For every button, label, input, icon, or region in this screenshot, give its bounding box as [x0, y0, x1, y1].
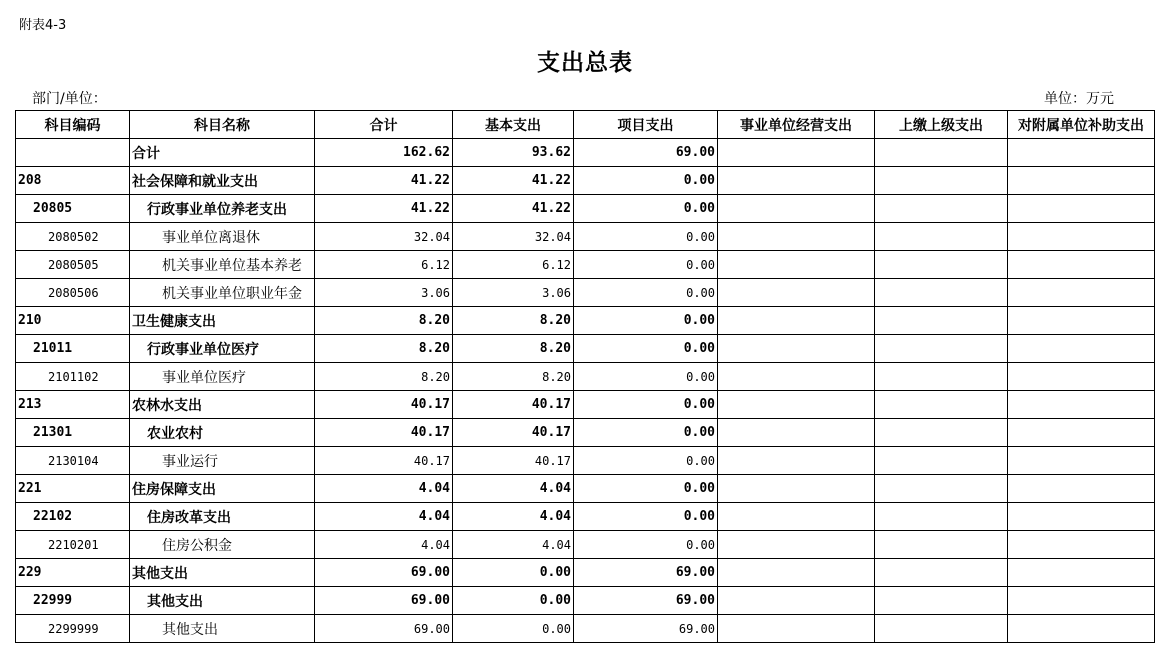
column-header-upper: 上缴上级支出 — [875, 111, 1008, 139]
table-row — [16, 335, 1155, 363]
table-cell-upper — [875, 503, 1008, 531]
table-cell-name: 卫生健康支出 — [130, 307, 315, 335]
table-cell-project: 69.00 — [574, 559, 718, 587]
column-header-name: 科目名称 — [130, 111, 315, 139]
table-cell-basic: 40.17 — [453, 447, 574, 475]
table-cell-business — [718, 363, 875, 391]
table-cell-subsidy — [1008, 195, 1155, 223]
table-row — [16, 391, 1155, 419]
table-cell-upper — [875, 167, 1008, 195]
table-row — [16, 419, 1155, 447]
table-cell-total: 69.00 — [315, 559, 453, 587]
table-cell-code: 21301 — [16, 419, 130, 447]
table-cell-project: 0.00 — [574, 531, 718, 559]
table-cell-code: 2101102 — [16, 363, 130, 391]
column-header-business: 事业单位经营支出 — [718, 111, 875, 139]
table-cell-total: 6.12 — [315, 251, 453, 279]
table-cell-name: 社会保障和就业支出 — [130, 167, 315, 195]
table-cell-basic: 40.17 — [453, 419, 574, 447]
table-cell-basic: 8.20 — [453, 363, 574, 391]
table-cell-basic: 8.20 — [453, 335, 574, 363]
table-cell-subsidy — [1008, 587, 1155, 615]
table-cell-business — [718, 279, 875, 307]
table-cell-name: 机关事业单位基本养老 — [130, 251, 315, 279]
column-header-code: 科目编码 — [16, 111, 130, 139]
table-cell-code: 2299999 — [16, 615, 130, 643]
table-cell-code: 22999 — [16, 587, 130, 615]
page-title: 支出总表 — [537, 50, 633, 76]
table-cell-code: 21011 — [16, 335, 130, 363]
table-cell-subsidy — [1008, 503, 1155, 531]
table-cell-business — [718, 559, 875, 587]
column-header-basic: 基本支出 — [453, 111, 574, 139]
table-cell-total: 41.22 — [315, 195, 453, 223]
department-label: 部门/单位： — [32, 91, 107, 107]
table-cell-total: 162.62 — [315, 139, 453, 167]
table-cell-code: 208 — [16, 167, 130, 195]
table-cell-name: 住房公积金 — [130, 531, 315, 559]
table-cell-upper — [875, 447, 1008, 475]
table-cell-project: 0.00 — [574, 503, 718, 531]
table-cell-project: 0.00 — [574, 475, 718, 503]
table-cell-code: 229 — [16, 559, 130, 587]
table-cell-subsidy — [1008, 335, 1155, 363]
table-cell-code: 2210201 — [16, 531, 130, 559]
table-cell-subsidy — [1008, 615, 1155, 643]
table-cell-subsidy — [1008, 391, 1155, 419]
table-cell-business — [718, 223, 875, 251]
table-row — [16, 167, 1155, 195]
table-cell-upper — [875, 419, 1008, 447]
table-cell-subsidy — [1008, 559, 1155, 587]
table-cell-subsidy — [1008, 307, 1155, 335]
table-cell-name: 农业农村 — [130, 419, 315, 447]
table-cell-total: 32.04 — [315, 223, 453, 251]
table-cell-project: 0.00 — [574, 447, 718, 475]
table-cell-business — [718, 419, 875, 447]
table-cell-business — [718, 195, 875, 223]
appendix-label: 附表4-3 — [19, 18, 67, 33]
table-cell-business — [718, 307, 875, 335]
table-cell-subsidy — [1008, 447, 1155, 475]
table-cell-total: 4.04 — [315, 531, 453, 559]
table-cell-code: 210 — [16, 307, 130, 335]
column-header-project: 项目支出 — [574, 111, 718, 139]
table-cell-name: 事业单位医疗 — [130, 363, 315, 391]
table-cell-name: 事业单位离退休 — [130, 223, 315, 251]
table-row — [16, 531, 1155, 559]
table-cell-code: 22102 — [16, 503, 130, 531]
table-cell-subsidy — [1008, 139, 1155, 167]
table-cell-code: 20805 — [16, 195, 130, 223]
table-cell-subsidy — [1008, 475, 1155, 503]
table-cell-subsidy — [1008, 279, 1155, 307]
table-cell-upper — [875, 139, 1008, 167]
table-cell-total: 40.17 — [315, 419, 453, 447]
table-cell-business — [718, 335, 875, 363]
column-header-total: 合计 — [315, 111, 453, 139]
table-cell-total: 8.20 — [315, 363, 453, 391]
table-cell-basic: 4.04 — [453, 475, 574, 503]
table-cell-total: 4.04 — [315, 503, 453, 531]
table-cell-code: 213 — [16, 391, 130, 419]
table-cell-basic: 4.04 — [453, 531, 574, 559]
table-cell-subsidy — [1008, 167, 1155, 195]
table-cell-upper — [875, 363, 1008, 391]
table-header-row — [16, 111, 1155, 139]
table-cell-total: 40.17 — [315, 391, 453, 419]
table-row — [16, 615, 1155, 643]
table-cell-project: 69.00 — [574, 139, 718, 167]
table-cell-upper — [875, 531, 1008, 559]
table-cell-project: 0.00 — [574, 223, 718, 251]
table-cell-upper — [875, 251, 1008, 279]
table-cell-name: 农林水支出 — [130, 391, 315, 419]
table-cell-name: 机关事业单位职业年金 — [130, 279, 315, 307]
table-cell-basic: 8.20 — [453, 307, 574, 335]
table-cell-name: 行政事业单位养老支出 — [130, 195, 315, 223]
table-cell-code: 221 — [16, 475, 130, 503]
table-cell-subsidy — [1008, 531, 1155, 559]
table-cell-business — [718, 251, 875, 279]
table-cell-project: 0.00 — [574, 363, 718, 391]
table-cell-project: 0.00 — [574, 195, 718, 223]
table-cell-code — [16, 139, 130, 167]
table-cell-upper — [875, 615, 1008, 643]
table-row — [16, 447, 1155, 475]
expenditure-table — [15, 110, 1155, 643]
table-row — [16, 559, 1155, 587]
table-cell-business — [718, 475, 875, 503]
table-cell-upper — [875, 279, 1008, 307]
table-cell-project: 0.00 — [574, 167, 718, 195]
table-cell-project: 0.00 — [574, 419, 718, 447]
table-cell-subsidy — [1008, 363, 1155, 391]
table-cell-total: 8.20 — [315, 307, 453, 335]
table-cell-name: 住房改革支出 — [130, 503, 315, 531]
table-cell-business — [718, 531, 875, 559]
table-row — [16, 363, 1155, 391]
table-cell-name: 事业运行 — [130, 447, 315, 475]
table-cell-business — [718, 139, 875, 167]
table-row — [16, 251, 1155, 279]
table-cell-basic: 93.62 — [453, 139, 574, 167]
table-cell-project: 69.00 — [574, 587, 718, 615]
table-cell-name: 行政事业单位医疗 — [130, 335, 315, 363]
table-cell-project: 0.00 — [574, 307, 718, 335]
table-cell-project: 0.00 — [574, 251, 718, 279]
column-header-subsidy: 对附属单位补助支出 — [1008, 111, 1155, 139]
table-cell-total: 40.17 — [315, 447, 453, 475]
table-row — [16, 139, 1155, 167]
table-cell-business — [718, 447, 875, 475]
table-row — [16, 307, 1155, 335]
table-cell-basic: 4.04 — [453, 503, 574, 531]
table-cell-total: 69.00 — [315, 615, 453, 643]
table-cell-project: 0.00 — [574, 279, 718, 307]
table-cell-basic: 0.00 — [453, 587, 574, 615]
table-cell-code: 2080506 — [16, 279, 130, 307]
table-cell-subsidy — [1008, 419, 1155, 447]
table-cell-subsidy — [1008, 223, 1155, 251]
table-cell-basic: 41.22 — [453, 195, 574, 223]
table-cell-business — [718, 587, 875, 615]
table-cell-project: 0.00 — [574, 391, 718, 419]
table-cell-total: 8.20 — [315, 335, 453, 363]
table-row — [16, 279, 1155, 307]
table-cell-upper — [875, 307, 1008, 335]
table-cell-basic: 40.17 — [453, 391, 574, 419]
table-cell-business — [718, 503, 875, 531]
table-cell-basic: 0.00 — [453, 559, 574, 587]
table-cell-business — [718, 615, 875, 643]
table-cell-name: 住房保障支出 — [130, 475, 315, 503]
table-cell-subsidy — [1008, 251, 1155, 279]
table-cell-project: 69.00 — [574, 615, 718, 643]
table-cell-basic: 41.22 — [453, 167, 574, 195]
table-cell-total: 41.22 — [315, 167, 453, 195]
table-cell-basic: 32.04 — [453, 223, 574, 251]
table-cell-business — [718, 391, 875, 419]
table-cell-code: 2080502 — [16, 223, 130, 251]
table-row — [16, 587, 1155, 615]
table-cell-name: 合计 — [130, 139, 315, 167]
table-cell-upper — [875, 223, 1008, 251]
table-cell-total: 3.06 — [315, 279, 453, 307]
table-cell-basic: 6.12 — [453, 251, 574, 279]
table-cell-name: 其他支出 — [130, 559, 315, 587]
table-cell-code: 2130104 — [16, 447, 130, 475]
table-cell-project: 0.00 — [574, 335, 718, 363]
table-cell-total: 69.00 — [315, 587, 453, 615]
table-cell-basic: 0.00 — [453, 615, 574, 643]
table-cell-total: 4.04 — [315, 475, 453, 503]
table-row — [16, 503, 1155, 531]
unit-label: 单位：万元 — [1044, 91, 1114, 107]
table-cell-upper — [875, 559, 1008, 587]
table-cell-basic: 3.06 — [453, 279, 574, 307]
table-cell-business — [718, 167, 875, 195]
table-cell-upper — [875, 587, 1008, 615]
table-row — [16, 475, 1155, 503]
table-row — [16, 195, 1155, 223]
table-cell-upper — [875, 195, 1008, 223]
table-row — [16, 223, 1155, 251]
table-cell-upper — [875, 335, 1008, 363]
table-cell-code: 2080505 — [16, 251, 130, 279]
table-cell-name: 其他支出 — [130, 587, 315, 615]
table-cell-upper — [875, 475, 1008, 503]
table-cell-name: 其他支出 — [130, 615, 315, 643]
table-cell-upper — [875, 391, 1008, 419]
